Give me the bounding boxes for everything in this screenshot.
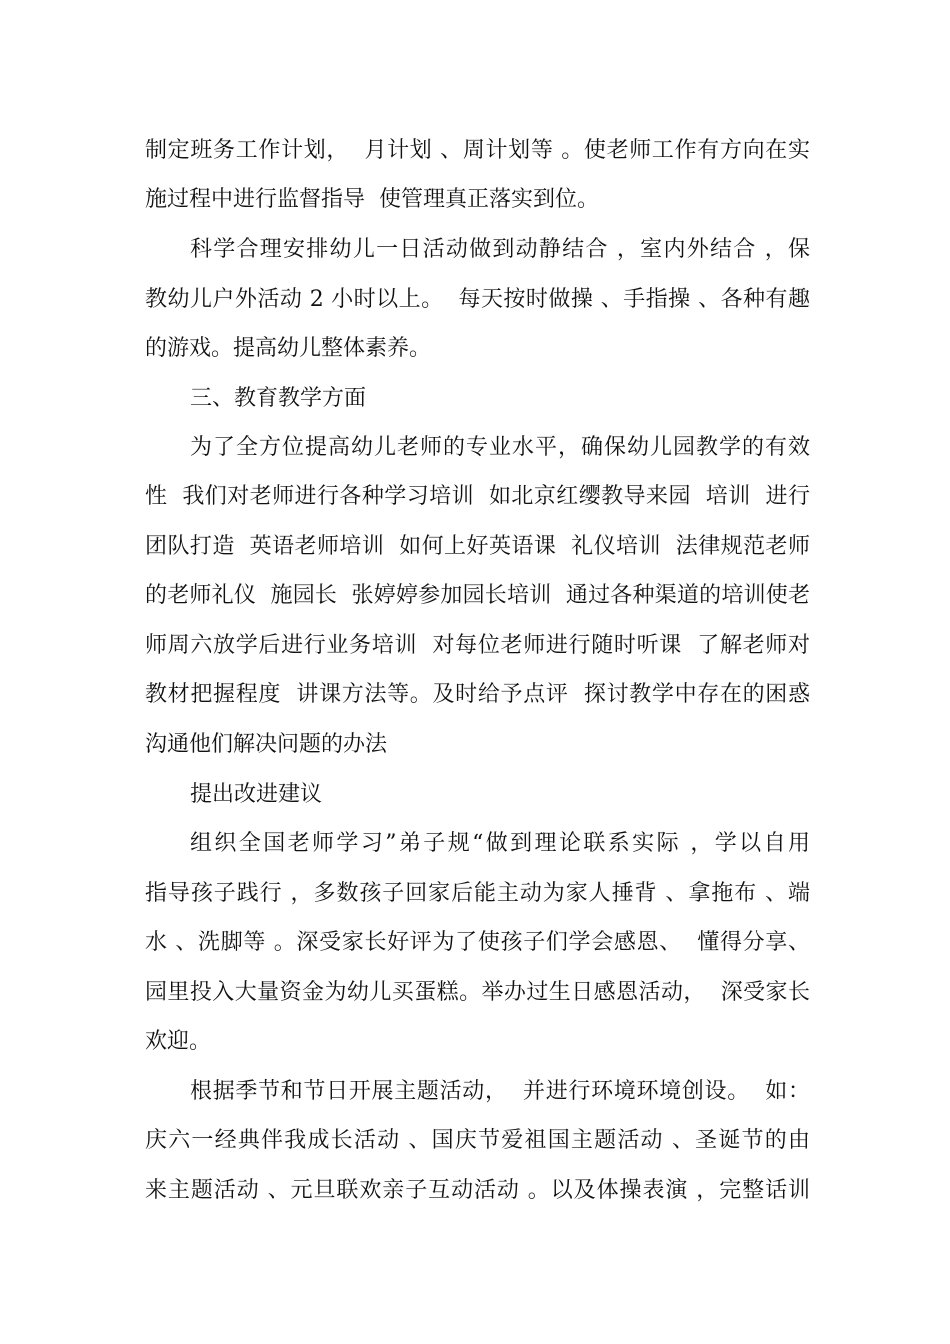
text-line: 师周六放学后进行业务培训 对每位老师进行随时听课 了解老师对 [145, 633, 810, 658]
text-line: 教幼儿户外活动 2 小时以上。 每天按时做操 、手指操 、各种有趣 [145, 287, 810, 312]
text-line: 教材把握程度 讲课方法等。及时给予点评 探讨教学中存在的困惑 [145, 682, 810, 707]
text-line: 组织全国老师学习”弟子规“做到理论联系实际 ，学以自用 [190, 831, 810, 856]
text-line: 团队打造 英语老师培训 如何上好英语课 礼仪培训 法律规范老师 [145, 534, 810, 559]
text-line: 为了全方位提高幼儿老师的专业水平，确保幼儿园教学的有效 [190, 435, 810, 460]
text-line: 性 我们对老师进行各种学习培训 如北京红缨教导来园 培训 进行 [145, 484, 810, 509]
text-line: 欢迎。 [145, 1029, 212, 1054]
text-line: 科学合理安排幼儿一日活动做到动静结合 ，室内外结合 ，保 [190, 237, 810, 262]
text-line: 园里投入大量资金为幼儿买蛋糕。举办过生日感恩活动， 深受家长 [145, 980, 810, 1005]
subheading: 提出改进建议 [190, 782, 323, 807]
section-heading: 三、教育教学方面 [190, 386, 367, 411]
text-line: 的老师礼仪 施园长 张婷婷参加园长培训 通过各种渠道的培训使老 [145, 583, 810, 608]
text-line: 制定班务工作计划， 月计划 、周计划等 。使老师工作有方向在实 [145, 138, 810, 163]
text-line: 施过程中进行监督指导 使管理真正落实到位。 [145, 187, 599, 212]
text-line: 的游戏。提高幼儿整体素养。 [145, 336, 432, 361]
text-line: 指导孩子践行 ，多数孩子回家后能主动为家人捶背 、拿拖布 、端 [145, 881, 810, 906]
text-line: 水 、洗脚等 。深受家长好评为了使孩子们学会感恩、 懂得分享、 [145, 930, 810, 955]
text-line: 来主题活动 、元旦联欢亲子互动活动 。以及体操表演 ，完整话训 [145, 1178, 810, 1203]
text-line: 根据季节和节日开展主题活动， 并进行环境环境创设。 如： [190, 1079, 810, 1104]
text-line: 沟通他们解决问题的办法 [145, 732, 388, 757]
text-line: 庆六一经典伴我成长活动 、国庆节爱祖国主题活动 、圣诞节的由 [145, 1128, 810, 1153]
